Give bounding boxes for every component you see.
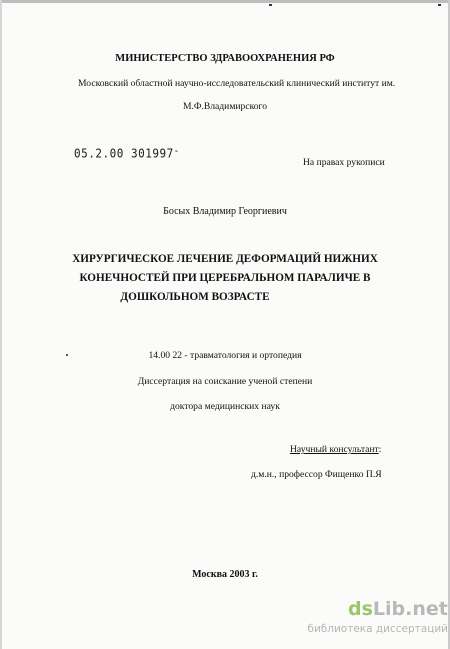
institute-line-2: М.Ф.Владимирского xyxy=(182,101,268,112)
dissertation-title xyxy=(0,250,450,307)
archive-stamp-code xyxy=(74,146,180,161)
ministry-heading: МИНИСТЕРСТВО ЗДРАВООХРАНЕНИЯ РФ xyxy=(115,53,335,64)
advisor-label-text: Научный консультант xyxy=(290,444,379,455)
scan-speck xyxy=(269,4,272,6)
stamp-code-mark: - xyxy=(173,146,180,158)
title-line-1: ХИРУРГИЧЕСКОЕ ЛЕЧЕНИЕ ДЕФОРМАЦИЙ НИЖНИХ xyxy=(72,253,378,265)
stamp-code-date: 05.2.00 xyxy=(74,146,124,161)
advisor-label xyxy=(290,444,381,456)
manuscript-rights: На правах рукописи xyxy=(303,157,385,168)
author-name: Босых Владимир Георгиевич xyxy=(163,206,287,217)
advisor-name: д.м.н., профессор Фищенко П.Я xyxy=(251,469,382,480)
dslib-logo-ds: ds xyxy=(348,598,373,620)
dslib-logo xyxy=(348,598,448,620)
title-line-2: КОНЕЧНОСТЕЙ ПРИ ЦЕРЕБРАЛЬНОМ ПАРАЛИЧЕ В xyxy=(79,272,371,284)
scan-speck xyxy=(438,4,441,6)
academic-degree: доктора медицинских наук xyxy=(170,401,280,412)
dissertation-purpose: Диссертация на соискание ученой степени xyxy=(137,376,313,387)
institute-line-1: Московский областной научно-исследовательский клинический институт им. xyxy=(78,78,396,89)
dslib-watermark xyxy=(307,598,448,646)
advisor-label-colon: : xyxy=(378,444,382,455)
dslib-logo-lib: Lib.net xyxy=(372,598,448,620)
stamp-code-number: 301997 xyxy=(130,146,174,161)
city-year: Москва 2003 г. xyxy=(192,569,258,580)
dslib-subtitle: библиотека диссертаций xyxy=(307,623,448,635)
title-line-3: ДОШКОЛЬНОМ ВОЗРАСТЕ xyxy=(120,291,270,303)
specialty-code: 14.00 22 - травматология и ортопедия xyxy=(148,350,302,361)
scan-edge-left xyxy=(0,0,2,649)
scan-edge-top xyxy=(0,0,450,3)
scan-speck xyxy=(66,354,68,356)
